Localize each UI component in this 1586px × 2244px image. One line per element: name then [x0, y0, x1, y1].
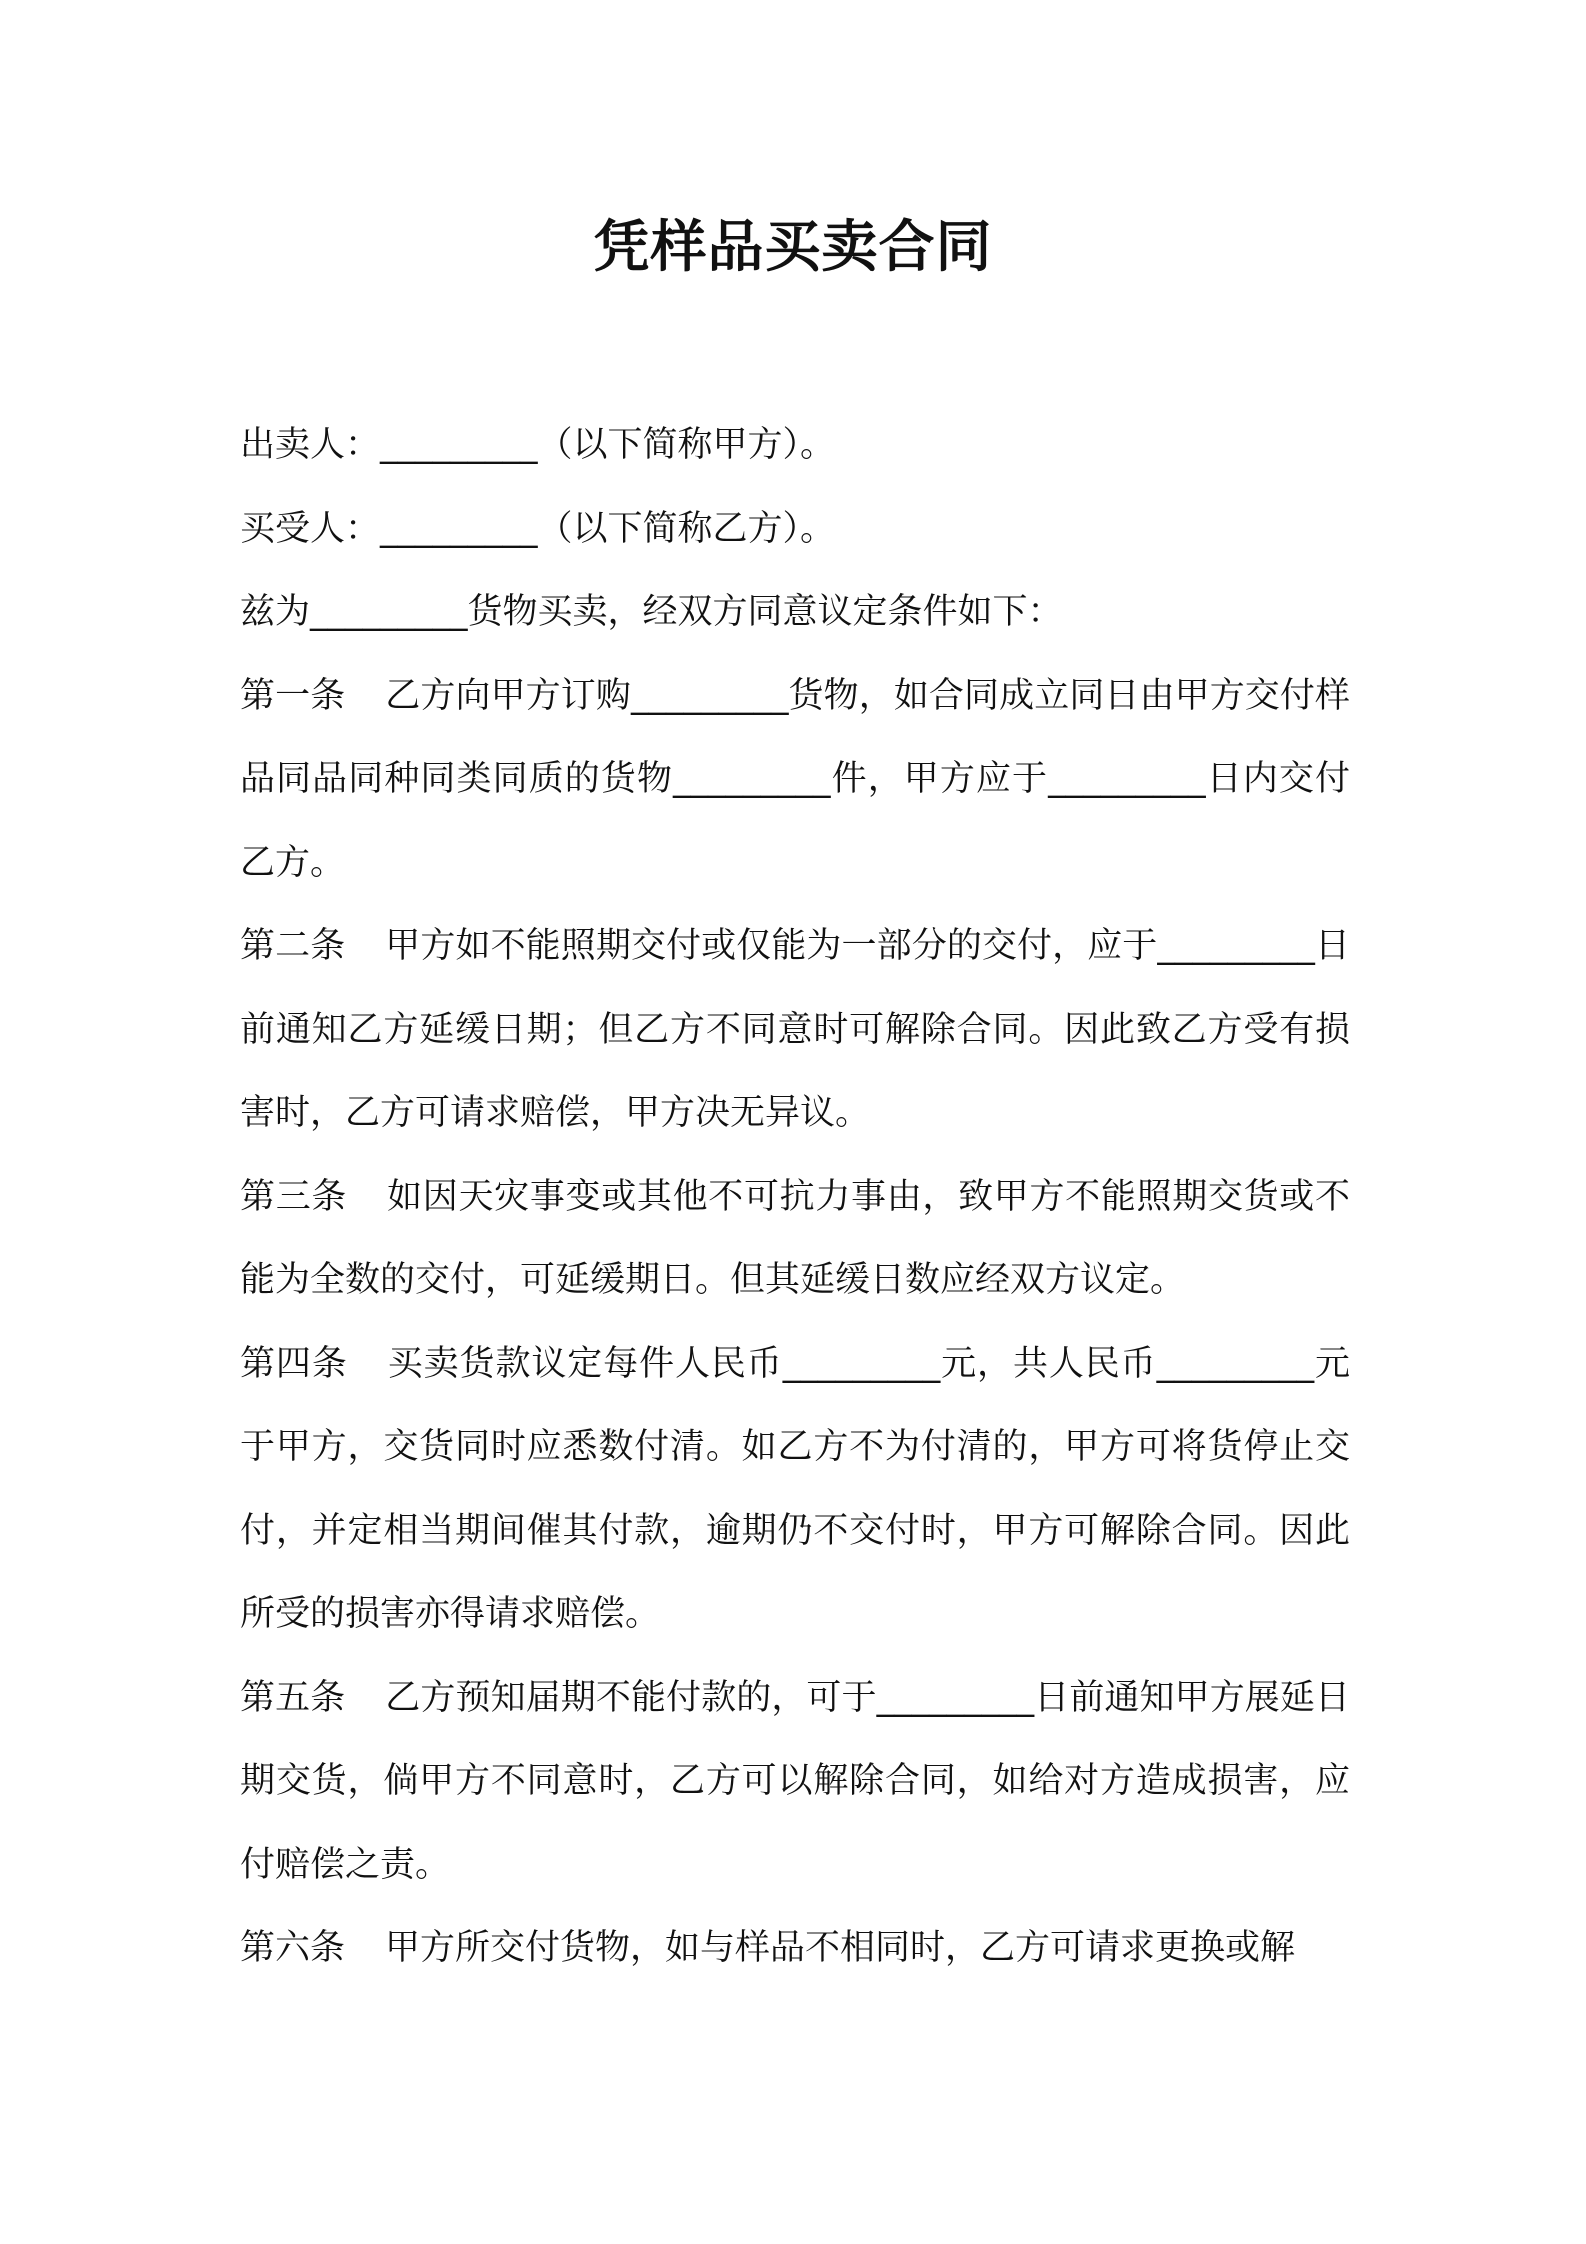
- clause-3: [240, 1156, 1350, 1323]
- clause-6: [240, 1907, 1350, 1991]
- clause-text: 甲方所交付货物，如与样品不相同时，乙方可请求更换或解: [385, 1928, 1296, 1968]
- clause-text: 乙方预知届期不能付款的，可于_________日前通知甲方展延日期交货，倘甲方不同意时，乙方可以解除合同，如给对方造成损害，应付赔偿之责。: [240, 1677, 1350, 1885]
- clause-number: 第五条: [240, 1677, 346, 1718]
- clause-text: 如因天灾事变或其他不可抗力事由，致甲方不能照期交货或不能为全数的交付，可延缓期日。但其延缓日数应经双方议定。: [240, 1176, 1350, 1300]
- clause-number: 第六条: [240, 1928, 346, 1968]
- buyer-line: [240, 488, 1350, 572]
- clause-text: 买卖货款议定每件人民币_________元，共人民币_________元于甲方，交货同时应悉数付清。如乙方不为付清的，甲方可将货停止交付，并定相当期间催其付款，逾期仍不交付时，甲方可解除合同。因此所受的损害亦得请求赔偿。: [240, 1343, 1350, 1634]
- preamble: [240, 571, 1350, 655]
- document-title: 凭样品买卖合同: [593, 215, 993, 280]
- clause-number: 第三条: [240, 1176, 348, 1217]
- clause-text: 乙方向甲方订购_________货物，如合同成立同日由甲方交付样品同品同种同类同质的货物_________件，甲方应于_________日内交付乙方。: [240, 675, 1350, 883]
- seller-line: [240, 404, 1350, 488]
- paragraph-text: 买受人：_________（以下简称乙方）。: [240, 508, 836, 549]
- paragraph-text: 兹为_________货物买卖，经双方同意议定条件如下：: [240, 592, 1063, 632]
- clause-text: 甲方如不能照期交付或仅能为一部分的交付，应于_________日前通知乙方延缓日期；但乙方不同意时可解除合同。因此致乙方受有损害时，乙方可请求赔偿，甲方决无异议。: [240, 926, 1350, 1133]
- clause-2: [240, 905, 1350, 1156]
- clause-1: [240, 655, 1350, 906]
- paragraph-text: 出卖人：_________（以下简称甲方）。: [240, 425, 836, 465]
- contract-body: [240, 404, 1350, 1991]
- clause-5: [240, 1657, 1350, 1908]
- clause-number: 第一条: [240, 675, 346, 716]
- clause-number: 第二条: [240, 926, 346, 966]
- clause-number: 第四条: [240, 1343, 348, 1384]
- clause-4: [240, 1323, 1350, 1657]
